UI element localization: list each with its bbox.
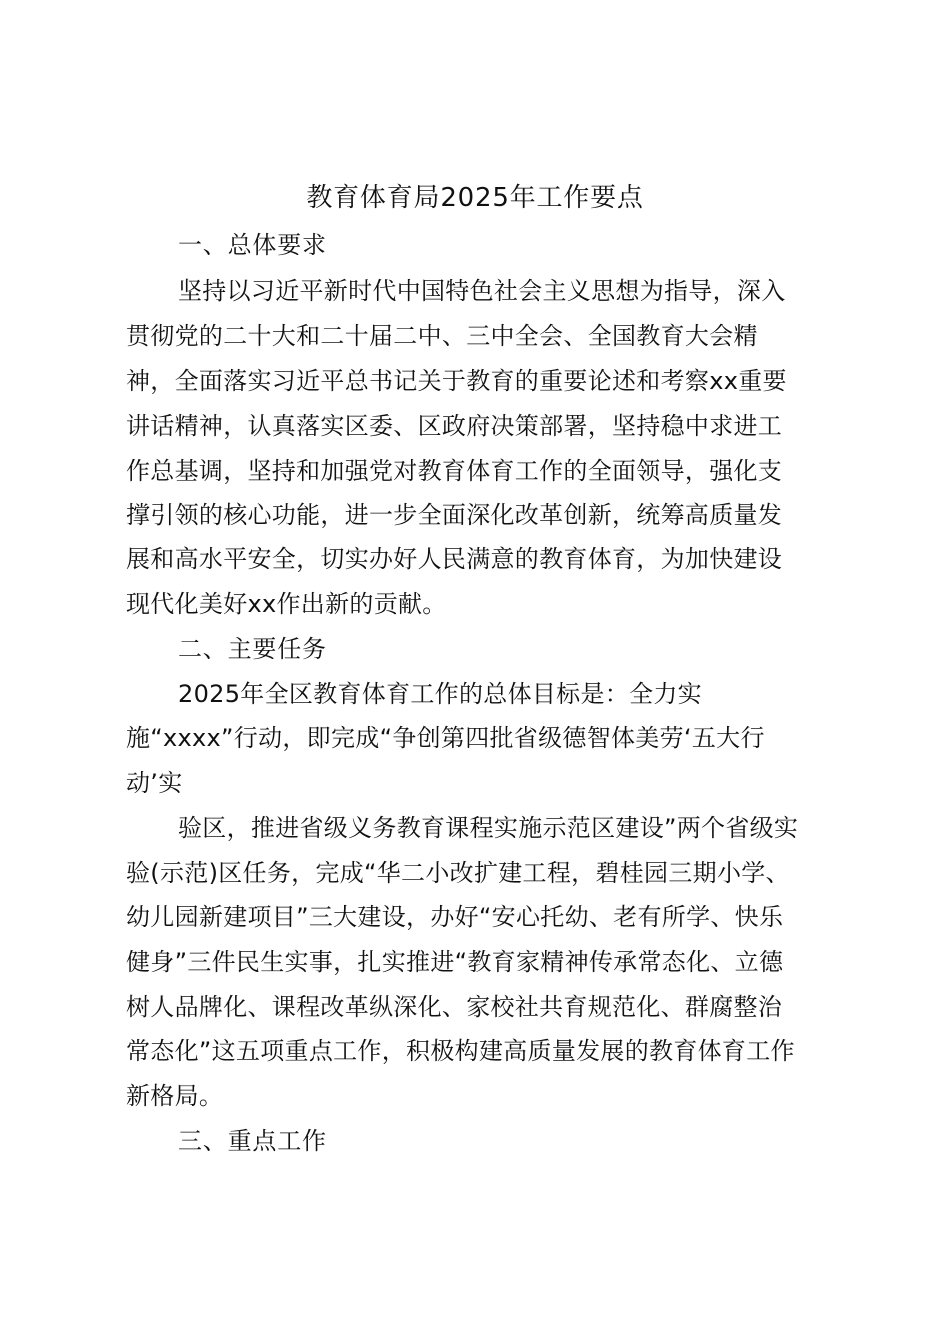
paragraph-line: 撑引领的核心功能，进一步全面深化改革创新，统筹高质量发 (126, 501, 783, 529)
paragraph-line: 常态化”这五项重点工作，积极构建高质量发展的教育体育工作 (126, 1037, 795, 1065)
paragraph-line: 树人品牌化、课程改革纵深化、家校社共育规范化、群腐整治 (126, 993, 783, 1021)
paragraph-line: 健身”三件民生实事，扎实推进“教育家精神传承常态化、立德 (126, 948, 784, 976)
paragraph-line: 坚持以习近平新时代中国特色社会主义思想为指导，深入 (178, 277, 786, 305)
paragraph-line: 验区，推进省级义务教育课程实施示范区建设”两个省级实 (178, 814, 799, 842)
paragraph-line: 作总基调，坚持和加强党对教育体育工作的全面领导，强化支 (126, 457, 783, 485)
section-heading-main-tasks: 二、主要任务 (178, 635, 327, 663)
paragraph-line: 展和高水平安全，切实办好人民满意的教育体育，为加快建设 (126, 545, 783, 573)
section-heading-key-work: 三、重点工作 (178, 1127, 327, 1155)
document-title: 教育体育局2025年工作要点 (306, 183, 644, 213)
paragraph-line: 幼儿园新建项目”三大建设，办好“安心托幼、老有所学、快乐 (126, 903, 784, 931)
paragraph-line: 贯彻党的二十大和二十届二中、三中全会、全国教育大会精 (126, 322, 758, 350)
paragraph-line: 现代化美好xx作出新的贡献。 (126, 590, 447, 618)
paragraph-line: 神，全面落实习近平总书记关于教育的重要论述和考察xx重要 (126, 367, 787, 395)
section-heading-general-requirements: 一、总体要求 (178, 231, 327, 259)
paragraph-line: 2025年全区教育体育工作的总体目标是：全力实 (178, 680, 702, 708)
paragraph-line: 施“xxxx”行动，即完成“争创第四批省级德智体美劳‘五大行 (126, 724, 765, 752)
paragraph-line: 验(示范)区任务，完成“华二小改扩建工程，碧桂园三期小学、 (126, 859, 790, 887)
paragraph-line: 新格局。 (126, 1082, 224, 1110)
paragraph-line: 动’实 (126, 769, 183, 797)
paragraph-line: 讲话精神，认真落实区委、区政府决策部署，坚持稳中求进工 (126, 412, 783, 440)
